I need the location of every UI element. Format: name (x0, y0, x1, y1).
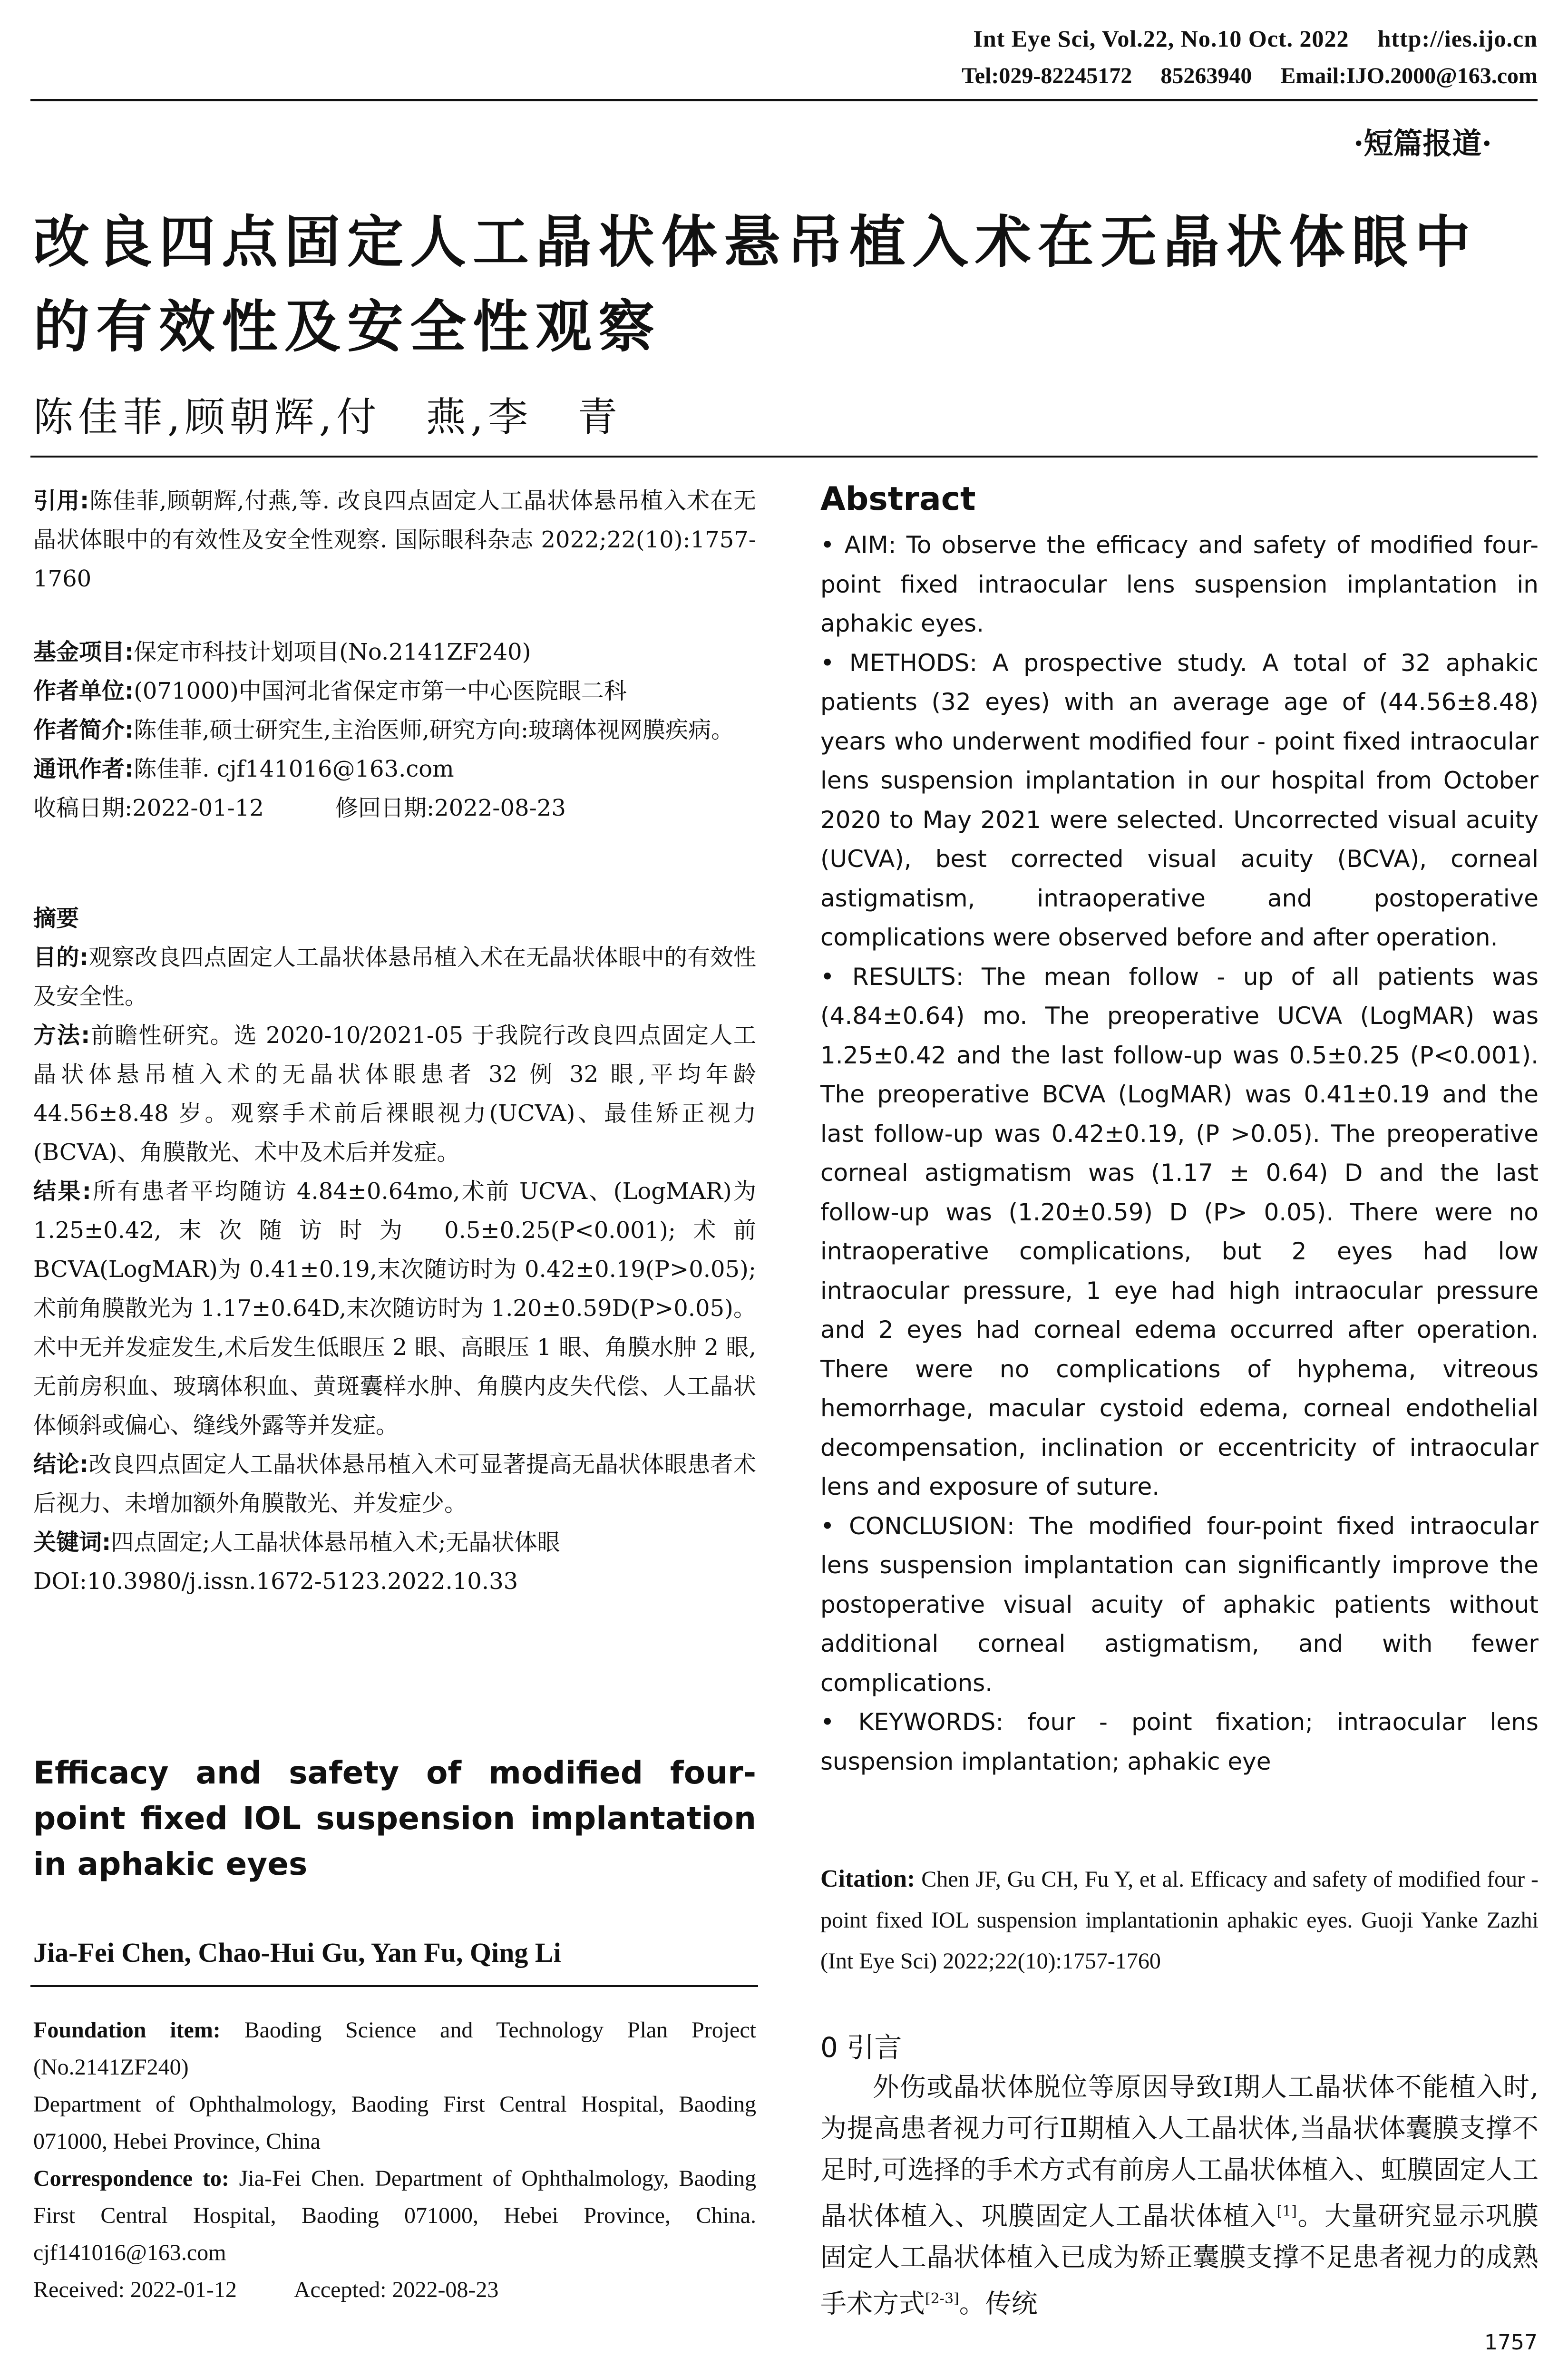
correspondence: Correspondence to: Jia-Fei Chen. Department of Ophthalmology, Baoding First Central Hospital, Baoding 071000, Hebei Province, China. cjf141016@163.com (33, 2166, 756, 2265)
header-divider (30, 99, 1538, 101)
author-bio: 作者简介:陈佳菲,硕士研究生,主治医师,研究方向:玻璃体视网膜疾病。 (33, 717, 734, 743)
journal-url[interactable]: http://ies.ijo.cn (1377, 25, 1538, 52)
abstract-cn (33, 899, 756, 1601)
abstract-en-keywords: • KEYWORDS: four - point fixation; intraocular lens suspension implantation; aphakic eye (820, 1708, 1539, 1775)
citation-cn-text: 陈佳菲,顾朝辉,付燕,等. 改良四点固定人工晶状体悬吊植入术在无晶状体眼中的有效性及安全性观察. 国际眼科杂志 2022;22(10):1757-1760 (33, 487, 756, 592)
abstract-cn-conclusion: 结论:改良四点固定人工晶状体悬吊植入术可显著提高无晶状体眼患者术后视力、未增加额外角膜散光、并发症少。 (33, 1451, 756, 1517)
authors-cn: 陈佳菲,顾朝辉,付 燕,李 青 (33, 394, 623, 440)
abstract-en-methods: • METHODS: A prospective study. A total of 32 aphakic patients (32 eyes) with an average age of (44.56±8.48) years who underwent modified four - point fixed intraocular lens suspension implantation in our hospital from October 2020 to May 2021 were selected. Uncorrected visual acuity (UCVA), best corrected visual acuity (BCVA), corneal astigmatism, intraoperative and postoperative complications were observed before and after operation. (820, 649, 1539, 951)
abstract-cn-heading: 摘要 (33, 905, 79, 932)
english-footnote (33, 2012, 756, 2309)
citation-en-text: Chen JF, Gu CH, Fu Y, et al. Efficacy and safety of modified four - point fixed IOL suspension implantationin aphakic eyes. Guoji Yanke Zazhi (Int Eye Sci) 2022;22(10):1757-1760 (820, 1867, 1539, 1974)
author-unit: 作者单位:(071000)中国河北省保定市第一中心医院眼二科 (33, 678, 627, 704)
citation-en (820, 1859, 1539, 1982)
abstract-en (820, 526, 1539, 1781)
abstract-en-heading: Abstract (820, 480, 976, 518)
abstract-cn-results: 结果:所有患者平均随访 4.84±0.64mo,术前 UCVA、(LogMAR)为 1.25±0.42,末次随访时为 0.5±0.25(P<0.001);术前 BCVA(LogMAR)为 0.41±0.19,末次随访时为 0.42±0.19(P>0.05);术前角膜散光为 1.17±0.64D,末次随访时为 1.20±0.59D(P>0.05)。术中无并发症发生,术后发生低眼压 2 眼、高眼压 1 眼、角膜水肿 2 眼,无前房积血、玻璃体积血、黄斑囊样水肿、角膜内皮失代偿、人工晶状体倾斜或偏心、缝线外露等并发症。 (33, 1178, 756, 1439)
english-authors: Jia-Fei Chen, Chao-Hui Gu, Yan Fu, Qing Li (33, 1937, 561, 1968)
department: Department of Ophthalmology, Baoding First Central Hospital, Baoding 071000, Hebei Province, China (33, 2092, 756, 2154)
abstract-en-aim: • AIM: To observe the efficacy and safety of modified four-point fixed intraocular lens suspension implantation in aphakic eyes. (820, 531, 1539, 637)
corresponding-author: 通讯作者:陈佳菲. cjf141016@163.com (33, 756, 454, 782)
abstract-cn-keywords: 关键词:四点固定;人工晶状体悬吊植入术;无晶状体眼 (33, 1529, 560, 1556)
funding-block (33, 633, 756, 828)
dates-cn: 收稿日期:2022-01-12 修回日期:2022-08-23 (33, 795, 566, 821)
fund-item: 基金项目:保定市科技计划项目(No.2141ZF240) (33, 639, 531, 665)
abstract-cn-aim: 目的:观察改良四点固定人工晶状体悬吊植入术在无晶状体眼中的有效性及安全性。 (33, 944, 756, 1010)
abstract-en-results: • RESULTS: The mean follow - up of all patients was (4.84±0.64) mo. The preoperative UCVA (LogMAR) was 1.25±0.42 and the last follow-up was 0.5±0.25 (P<0.001). The preoperative BCVA (LogMAR) was 0.41±0.19 and the last follow-up was 0.42±0.19, (P >0.05). The preoperative corneal astigmatism was (1.17 ± 0.64) D and the last follow-up was (1.20±0.59) D (P> 0.05). There were no intraoperative complications, but 2 eyes had low intraocular pressure, 1 eye had high intraocular pressure and 2 eyes had corneal edema occurred after operation. There were no complications of hyphema, vitreous hemorrhage, macular cystoid edema, corneal endothelial decompensation, inclination or eccentricity of intraocular lens and exposure of suture. (820, 963, 1539, 1500)
article-title: 改良四点固定人工晶状体悬吊植入术在无晶状体眼中的有效性及安全性观察 (33, 209, 1478, 360)
abstract-cn-methods: 方法:前瞻性研究。选 2020-10/2021-05 于我院行改良四点固定人工晶状体悬吊植入术的无晶状体眼患者 32 例 32 眼,平均年龄 44.56±8.48 岁。观察手术前后裸眼视力(UCVA)、最佳矫正视力(BCVA)、角膜散光、术中及术后并发症。 (33, 1022, 756, 1166)
journal-header (945, 25, 1538, 52)
abstract-en-conclusion: • CONCLUSION: The modified four-point fixed intraocular lens suspension implantation can significantly improve the postoperative visual acuity of aphakic patients without additional corneal astigmatism, and with fewer complications. (820, 1512, 1539, 1697)
english-title: Efficacy and safety of modified four-point fixed IOL suspension implantation in aphakic eyes (33, 1754, 756, 1882)
citation-cn (33, 481, 756, 598)
citation-cn-label: 引用: (33, 487, 89, 514)
journal-email[interactable]: Email:IJO.2000@163.com (1280, 63, 1538, 88)
dates-en: Received: 2022-01-12 Accepted: 2022-08-23 (33, 2277, 499, 2302)
page-number: 1757 (1484, 2330, 1538, 2355)
journal-tel: Tel:029-82245172 (962, 63, 1132, 88)
intro-body: 外伤或晶状体脱位等原因导致Ⅰ期人工晶状体不能植入时,为提高患者视力可行Ⅱ期植入人工晶状体,当晶状体囊膜支撑不足时,可选择的手术方式有前房人工晶状体植入、虹膜固定人工晶状体植入、巩膜固定人工晶状体植入[1]。大量研究显示巩膜固定人工晶状体植入已成为矫正囊膜支撑不足患者视力的成熟手术方式[2-3]。传统 (820, 2072, 1539, 2319)
journal-contact (933, 63, 1538, 89)
journal-info: Int Eye Sci, Vol.22, No.10 Oct. 2022 (973, 25, 1349, 52)
citation-en-label: Citation: (820, 1865, 915, 1892)
section-tag: ·短篇报道· (1353, 126, 1492, 161)
authors-divider (30, 456, 1538, 458)
foundation-item: Foundation item: Baoding Science and Technology Plan Project (No.2141ZF240) (33, 2017, 757, 2080)
journal-tel2: 85263940 (1160, 63, 1252, 88)
intro-heading: 0 引言 (820, 2031, 902, 2064)
doi[interactable]: DOI:10.3980/j.issn.1672-5123.2022.10.33 (33, 1568, 518, 1595)
ref-2-3[interactable]: [2-3] (925, 2290, 959, 2308)
ref-1[interactable]: [1] (1276, 2203, 1297, 2220)
english-divider (30, 1985, 758, 1987)
